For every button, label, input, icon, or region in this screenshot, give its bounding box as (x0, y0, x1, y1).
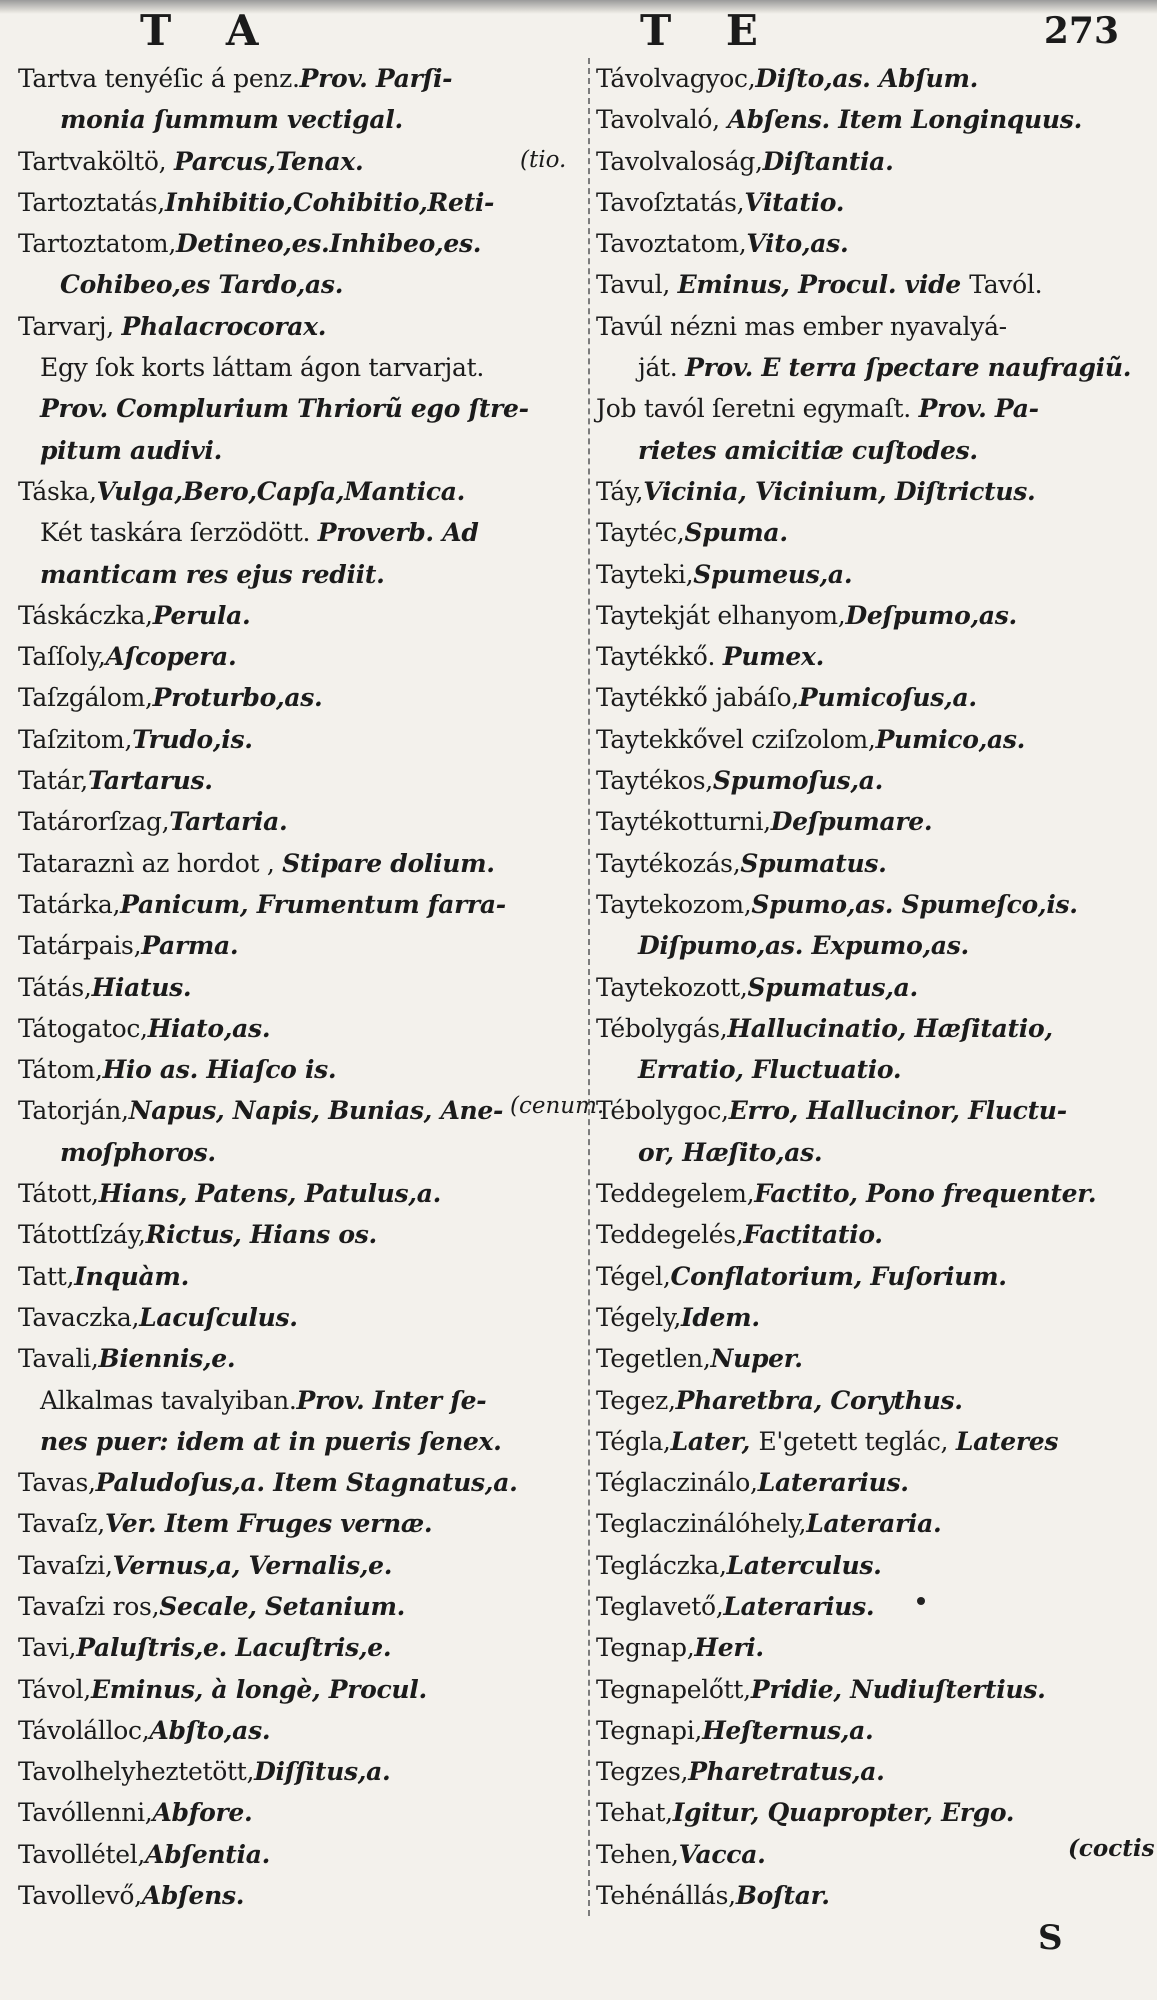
dictionary-entry-continuation (18, 264, 583, 305)
hungarian-text: Tegnap, (596, 1633, 695, 1663)
latin-gloss: Parcus,Tenax. (173, 146, 364, 176)
latin-gloss: Pridie, Nudiuſtertius. (750, 1674, 1046, 1704)
latin-gloss: Idem. (680, 1302, 760, 1332)
hungarian-text: Tébolygás, (596, 1013, 728, 1043)
dictionary-entry (596, 1792, 1152, 1833)
latin-gloss: Spumoſus,a. (712, 766, 884, 796)
dictionary-entry (596, 1669, 1152, 1710)
dictionary-entry (596, 1586, 1152, 1627)
hungarian-text: Táskáczka, (18, 600, 153, 630)
latin-gloss: Abfore. (152, 1798, 253, 1828)
hungarian-text: E'getett teglác, (758, 1426, 956, 1456)
hungarian-text: Tavolvaló, (596, 105, 728, 135)
latin-gloss: Rictus, Hians os. (145, 1220, 377, 1250)
latin-gloss: Lacuſculus. (139, 1302, 298, 1332)
hungarian-text: Tartvaköltö, (18, 146, 174, 176)
dictionary-entry (596, 1214, 1152, 1255)
dictionary-entry (18, 1875, 583, 1916)
latin-gloss: Paluſtris,e. Lacuſtris,e. (76, 1633, 392, 1663)
dictionary-entry (596, 182, 1152, 223)
dictionary-entry (18, 1751, 583, 1792)
latin-gloss: Lateraria. (806, 1509, 942, 1539)
dictionary-entry-continuation (596, 925, 1152, 966)
dictionary-entry (18, 884, 583, 925)
hungarian-text: Taytekozom, (596, 889, 752, 919)
dictionary-entry (18, 801, 583, 842)
dictionary-entry (596, 967, 1152, 1008)
latin-gloss: Phalacrocorax. (121, 311, 327, 341)
hungarian-text: Taytéc, (596, 518, 685, 548)
dictionary-entry (596, 264, 1152, 305)
latin-gloss: Tartarus. (87, 766, 213, 796)
dictionary-entry (596, 1627, 1152, 1668)
latin-gloss: Deſpumare. (770, 807, 933, 837)
latin-gloss: Proturbo,as. (152, 683, 323, 713)
hungarian-text: Távol, (18, 1674, 91, 1704)
dictionary-entry (18, 1338, 583, 1379)
hungarian-text: Tegnapi, (596, 1715, 703, 1745)
latin-gloss: Conflatorium, Fuſorium. (670, 1261, 1007, 1291)
dictionary-entry (18, 471, 583, 512)
hungarian-text: Tatárpais, (18, 931, 142, 961)
dictionary-entry (18, 1297, 583, 1338)
hungarian-text: Taytékos, (596, 766, 713, 796)
hungarian-text: Tatt, (18, 1261, 75, 1291)
latin-gloss: Hiato,as. (147, 1013, 271, 1043)
latin-gloss: Perula. (152, 600, 251, 630)
hungarian-text: Tavoztatom, (596, 229, 747, 259)
dictionary-entry (18, 1586, 583, 1627)
latin-gloss: Pumicoſus,a. (798, 683, 977, 713)
latin-gloss: or, Hæſito,as. (638, 1137, 823, 1167)
latin-gloss: Heri. (694, 1633, 764, 1663)
hungarian-text: Tátom, (18, 1055, 103, 1085)
latin-gloss: Vitatio. (744, 187, 845, 217)
dictionary-entry (18, 1173, 583, 1214)
hungarian-text: Tehat, (596, 1798, 673, 1828)
latin-gloss: Prov. Pa- (918, 394, 1039, 424)
dictionary-entry (596, 801, 1152, 842)
latin-gloss: Prov. Parſi- (299, 64, 453, 93)
hungarian-text: Tataraznì az hordot , (18, 848, 283, 878)
latin-gloss: Prov. E terra ſpectare naufragiũ. (685, 353, 1132, 383)
latin-gloss: Vulga,Bero,Capſa,Mantica. (96, 476, 466, 506)
dictionary-entry-continuation (18, 1132, 583, 1173)
hungarian-text: Tavul, (596, 270, 678, 300)
latin-gloss: Pumico,as. (875, 724, 1026, 754)
hungarian-text: Tatorján, (18, 1096, 129, 1126)
latin-gloss: Spumo,as. Spumeſco,is. (751, 889, 1078, 919)
dictionary-entry (18, 1214, 583, 1255)
dictionary-entry (18, 925, 583, 966)
hungarian-text: Két taskára ſerzödött. (40, 518, 318, 548)
dictionary-entry (18, 306, 583, 347)
dictionary-entry-continuation (596, 1132, 1152, 1173)
latin-gloss: Paludoſus,a. Item Stagnatus,a. (95, 1468, 518, 1498)
hungarian-text: Tartoztatom, (18, 229, 176, 259)
hungarian-text: Téglaczinálo, (596, 1468, 758, 1498)
latin-gloss: Laterarius. (757, 1468, 909, 1498)
dictionary-entry (18, 1462, 583, 1503)
hungarian-text: Tavali, (18, 1344, 99, 1374)
dictionary-entry (596, 719, 1152, 760)
dictionary-entry (18, 1545, 583, 1586)
dictionary-entry (596, 843, 1152, 884)
hungarian-text: Tegez, (596, 1385, 676, 1415)
latin-gloss: Secale, Setanium. (159, 1591, 406, 1621)
dictionary-entry (596, 1008, 1152, 1049)
dictionary-entry (18, 58, 583, 99)
hungarian-text: Taytékozás, (596, 848, 741, 878)
dictionary-entry-continuation (596, 430, 1152, 471)
dictionary-entry (18, 719, 583, 760)
hungarian-text: Tavolvaloság, (596, 146, 763, 176)
dictionary-entry (18, 1834, 583, 1875)
latin-gloss: Eminus, à longè, Procul. (90, 1674, 427, 1704)
dictionary-entry (18, 512, 583, 553)
right-column (588, 58, 1152, 1916)
hungarian-text: Tavollevő, (18, 1881, 142, 1911)
hungarian-text: Tarvarj, (18, 311, 122, 341)
dictionary-entry (18, 1627, 583, 1668)
hungarian-text: Tégla, (596, 1426, 671, 1456)
hungarian-text: Egy ſok korts láttam ágon tarvarjat. (40, 353, 484, 383)
latin-gloss: Aſcopera. (105, 642, 237, 672)
hungarian-text: Tavoſztatás, (596, 187, 745, 217)
dictionary-entry-continuation (18, 99, 583, 140)
latin-gloss: Igitur, Quapropter, Ergo. (672, 1798, 1015, 1828)
dictionary-entry (18, 843, 583, 884)
dictionary-entry (18, 182, 583, 223)
latin-gloss: Tartaria. (169, 807, 288, 837)
hungarian-text: Tavaſzi, (18, 1550, 113, 1580)
hungarian-text: Teglaczinálóhely, (596, 1509, 807, 1539)
hungarian-text: Taytekkővel cziſzolom, (596, 724, 876, 754)
hungarian-text: Táska, (18, 476, 97, 506)
dictionary-entry (18, 1008, 583, 1049)
dictionary-entry (18, 1669, 583, 1710)
hungarian-text: Teglavető, (596, 1591, 724, 1621)
hungarian-text: Taſſoly, (18, 642, 106, 672)
latin-gloss: Panicum, Frumentum farra- (120, 889, 506, 919)
dictionary-entry-continuation (596, 1049, 1152, 1090)
hungarian-text: Tegláczka, (596, 1550, 727, 1580)
latin-gloss: Pumex. (722, 642, 825, 672)
latin-gloss: Pharetbra, Corythus. (675, 1385, 963, 1415)
hungarian-text: Tégel, (596, 1261, 671, 1291)
hungarian-text: Teddegelés, (596, 1220, 744, 1250)
dictionary-entry (596, 595, 1152, 636)
signature-mark: S (1038, 1918, 1063, 1958)
dictionary-entry (18, 223, 583, 264)
hungarian-text: Tatár, (18, 766, 88, 796)
dictionary-entry (596, 141, 1152, 182)
dictionary-entry (596, 677, 1152, 718)
dictionary-entry (596, 554, 1152, 595)
latin-gloss: Biennis,e. (98, 1344, 236, 1374)
dictionary-entry (596, 1090, 1152, 1131)
latin-gloss: Ver. Item Fruges vernæ. (104, 1509, 433, 1539)
dictionary-entry (596, 512, 1152, 553)
hungarian-text: Alkalmas tavalyiban. (40, 1385, 297, 1415)
hungarian-text: Job tavól ſeretni egymaſt. (596, 394, 919, 424)
running-head-left: T A (140, 6, 279, 55)
latin-gloss: Abſens. (141, 1881, 245, 1911)
dictionary-entry (18, 1792, 583, 1833)
hungarian-text: Tátogatoc, (18, 1013, 148, 1043)
dictionary-entry (18, 1256, 583, 1297)
latin-gloss: Abſens. Item Longinquus. (727, 105, 1082, 135)
hungarian-text: Tátás, (18, 972, 92, 1002)
hungarian-text: Távolvagyoc, (596, 64, 756, 93)
hungarian-text: Taytekját elhanyom, (596, 600, 846, 630)
dictionary-entry (596, 1256, 1152, 1297)
dictionary-entry (18, 760, 583, 801)
latin-gloss: Vacca. (678, 1839, 766, 1869)
dictionary-entry (18, 1503, 583, 1544)
latin-gloss: Inquàm. (74, 1261, 189, 1291)
dictionary-entry (596, 1875, 1152, 1916)
latin-gloss: Hians, Patens, Patulus,a. (98, 1179, 442, 1209)
latin-gloss: Deſpumo,as. (845, 600, 1017, 630)
latin-gloss: Diſto,as. Abſum. (755, 64, 979, 93)
latin-gloss: Vito,as. (746, 229, 849, 259)
overflow-fragment: (coctis (1068, 1835, 1155, 1862)
latin-gloss: Parma. (141, 931, 239, 961)
page-number: 273 (1043, 10, 1119, 52)
latin-gloss: Erratio, Fluctuatio. (638, 1055, 902, 1085)
latin-gloss: Cohibeo,es Tardo,as. (60, 270, 344, 300)
hungarian-text: Tavolhelyheztetött, (18, 1757, 255, 1787)
latin-gloss: Factitatio. (743, 1220, 883, 1250)
hungarian-text: Taytékkő jabáſo, (596, 683, 799, 713)
latin-gloss: Inhibitio,Cohibitio,Reti- (164, 187, 495, 217)
latin-gloss: nes puer: idem at in pueris ſenex. (40, 1426, 502, 1456)
latin-gloss: Stipare dolium. (282, 848, 495, 878)
latin-gloss: Factito, Pono frequenter. (754, 1179, 1097, 1209)
hungarian-text: Tavaſzi ros, (18, 1591, 160, 1621)
dictionary-entry (18, 347, 583, 388)
latin-gloss: Hio as. Hiaſco is. (102, 1055, 337, 1085)
latin-gloss: Hallucinatio, Hæſitatio, (727, 1013, 1053, 1043)
dictionary-entry-continuation (18, 430, 583, 471)
dictionary-entry-continuation (596, 347, 1152, 388)
dictionary-entry (18, 1380, 583, 1421)
latin-gloss: Detineo,es.Inhibeo,es. (175, 229, 482, 259)
hungarian-text: Távolálloc, (18, 1715, 150, 1745)
hungarian-text: Tegnapelőtt, (596, 1674, 751, 1704)
dictionary-entry (596, 1751, 1152, 1792)
latin-gloss: Abſentia. (145, 1839, 271, 1869)
hungarian-text: Tehen, (596, 1839, 679, 1869)
dictionary-entry (596, 1338, 1152, 1379)
dictionary-entry (596, 1545, 1152, 1586)
overflow-fragment: (cenum. (510, 1093, 605, 1119)
latin-gloss: Laterarius. (723, 1591, 875, 1621)
dictionary-entry (596, 99, 1152, 140)
hungarian-text: Tavi, (18, 1633, 77, 1663)
hungarian-text: Tavóllenni, (18, 1798, 153, 1828)
hungarian-text: Taſzitom, (18, 724, 133, 754)
latin-gloss: Trudo,is. (132, 724, 253, 754)
latin-gloss: Spumeus,a. (693, 559, 853, 589)
latin-gloss: Proverb. Ad (317, 518, 479, 548)
latin-gloss: Prov. Inter ſe- (296, 1385, 487, 1415)
dictionary-entry (18, 1090, 583, 1131)
latin-gloss: Nuper. (710, 1344, 803, 1374)
dictionary-entry (596, 1173, 1152, 1214)
dictionary-entry (18, 595, 583, 636)
latin-gloss: monia ſummum vectigal. (60, 105, 403, 135)
latin-gloss: rietes amicitiæ cuſtodes. (638, 435, 978, 465)
latin-gloss: Eminus, Procul. vide (677, 270, 970, 300)
dictionary-entry-continuation (18, 1421, 583, 1462)
latin-gloss: Vicinia, Vicinium, Diſtrictus. (643, 476, 1036, 506)
hungarian-text: Tegetlen, (596, 1344, 711, 1374)
latin-gloss: Spuma. (684, 518, 788, 548)
dictionary-entry (18, 1049, 583, 1090)
latin-gloss: Heſternus,a. (702, 1715, 874, 1745)
dictionary-entry (596, 388, 1152, 429)
latin-gloss: Pharetratus,a. (688, 1757, 885, 1787)
ink-speck (917, 1597, 925, 1605)
hungarian-text: Tehénállás, (596, 1881, 736, 1911)
dictionary-entry (18, 636, 583, 677)
dictionary-entry (596, 1380, 1152, 1421)
hungarian-text: Tartva tenyéſic á penz. (18, 64, 300, 93)
dictionary-entry (596, 471, 1152, 512)
latin-gloss: pitum audivi. (40, 435, 223, 465)
latin-gloss: Lateres (955, 1426, 1059, 1456)
hungarian-text: Tátottſzáy, (18, 1220, 146, 1250)
dictionary-entry (596, 760, 1152, 801)
left-column (18, 58, 583, 1916)
running-head-right: T E (640, 6, 778, 55)
hungarian-text: ját. (638, 353, 686, 383)
latin-gloss: Spumatus,a. (747, 972, 918, 1002)
latin-gloss: Laterculus. (726, 1550, 882, 1580)
dictionary-entry (596, 58, 1152, 99)
hungarian-text: Tégely, (596, 1302, 681, 1332)
hungarian-text: Teddegelem, (596, 1179, 755, 1209)
dictionary-entry (18, 677, 583, 718)
hungarian-text: Taſzgálom, (18, 683, 153, 713)
dictionary-entry (596, 1297, 1152, 1338)
hungarian-text: Tavaczka, (18, 1302, 140, 1332)
hungarian-text: Tavól. (969, 270, 1043, 300)
latin-gloss: manticam res ejus rediit. (40, 559, 385, 589)
overflow-fragment: (tio. (520, 147, 567, 173)
latin-gloss: Diſpumo,as. Expumo,as. (638, 931, 969, 961)
hungarian-text: Taytékkő. (596, 642, 723, 672)
dictionary-entry (18, 141, 583, 182)
hungarian-text: Tartoztatás, (18, 187, 165, 217)
dictionary-entry-continuation (18, 388, 583, 429)
hungarian-text: Táy, (596, 476, 644, 506)
dictionary-entry (596, 1421, 1152, 1462)
latin-gloss: Abſto,as. (149, 1715, 271, 1745)
latin-gloss: Hiatus. (91, 972, 192, 1002)
latin-gloss: Diſtantia. (762, 146, 894, 176)
dictionary-entry (18, 1710, 583, 1751)
dictionary-entry (18, 967, 583, 1008)
hungarian-text: Tatárka, (18, 889, 121, 919)
latin-gloss: Diſſitus,a. (254, 1757, 391, 1787)
hungarian-text: Tayteki, (596, 559, 694, 589)
dictionary-entry (596, 306, 1152, 347)
dictionary-entry-continuation (18, 554, 583, 595)
latin-gloss: Vernus,a, Vernalis,e. (112, 1550, 393, 1580)
hungarian-text: Tavaſz, (18, 1509, 105, 1539)
latin-gloss: Boſtar. (735, 1881, 830, 1911)
latin-gloss: Erro, Hallucinor, Fluctu- (728, 1096, 1067, 1126)
latin-gloss: Prov. Complurium Thriorũ ego ſtre- (40, 394, 529, 424)
dictionary-entry (596, 636, 1152, 677)
dictionary-entry (596, 1710, 1152, 1751)
latin-gloss: Later, (670, 1426, 759, 1456)
hungarian-text: Tébolygoc, (596, 1096, 729, 1126)
hungarian-text: Tegzes, (596, 1757, 689, 1787)
dictionary-entry (596, 223, 1152, 264)
dictionary-entry (596, 1462, 1152, 1503)
latin-gloss: moſphoros. (60, 1137, 216, 1167)
latin-gloss: Spumatus. (740, 848, 887, 878)
dictionary-entry (596, 1503, 1152, 1544)
hungarian-text: Tátott, (18, 1179, 99, 1209)
dictionary-entry (596, 884, 1152, 925)
hungarian-text: Tavollétel, (18, 1839, 146, 1869)
hungarian-text: Tatárorſzag, (18, 807, 170, 837)
hungarian-text: Tavúl nézni mas ember nyavalyá- (596, 311, 1007, 341)
hungarian-text: Taytékotturni, (596, 807, 771, 837)
hungarian-text: Taytekozott, (596, 972, 748, 1002)
hungarian-text: Tavas, (18, 1468, 96, 1498)
latin-gloss: Napus, Napis, Bunias, Ane- (128, 1096, 504, 1126)
